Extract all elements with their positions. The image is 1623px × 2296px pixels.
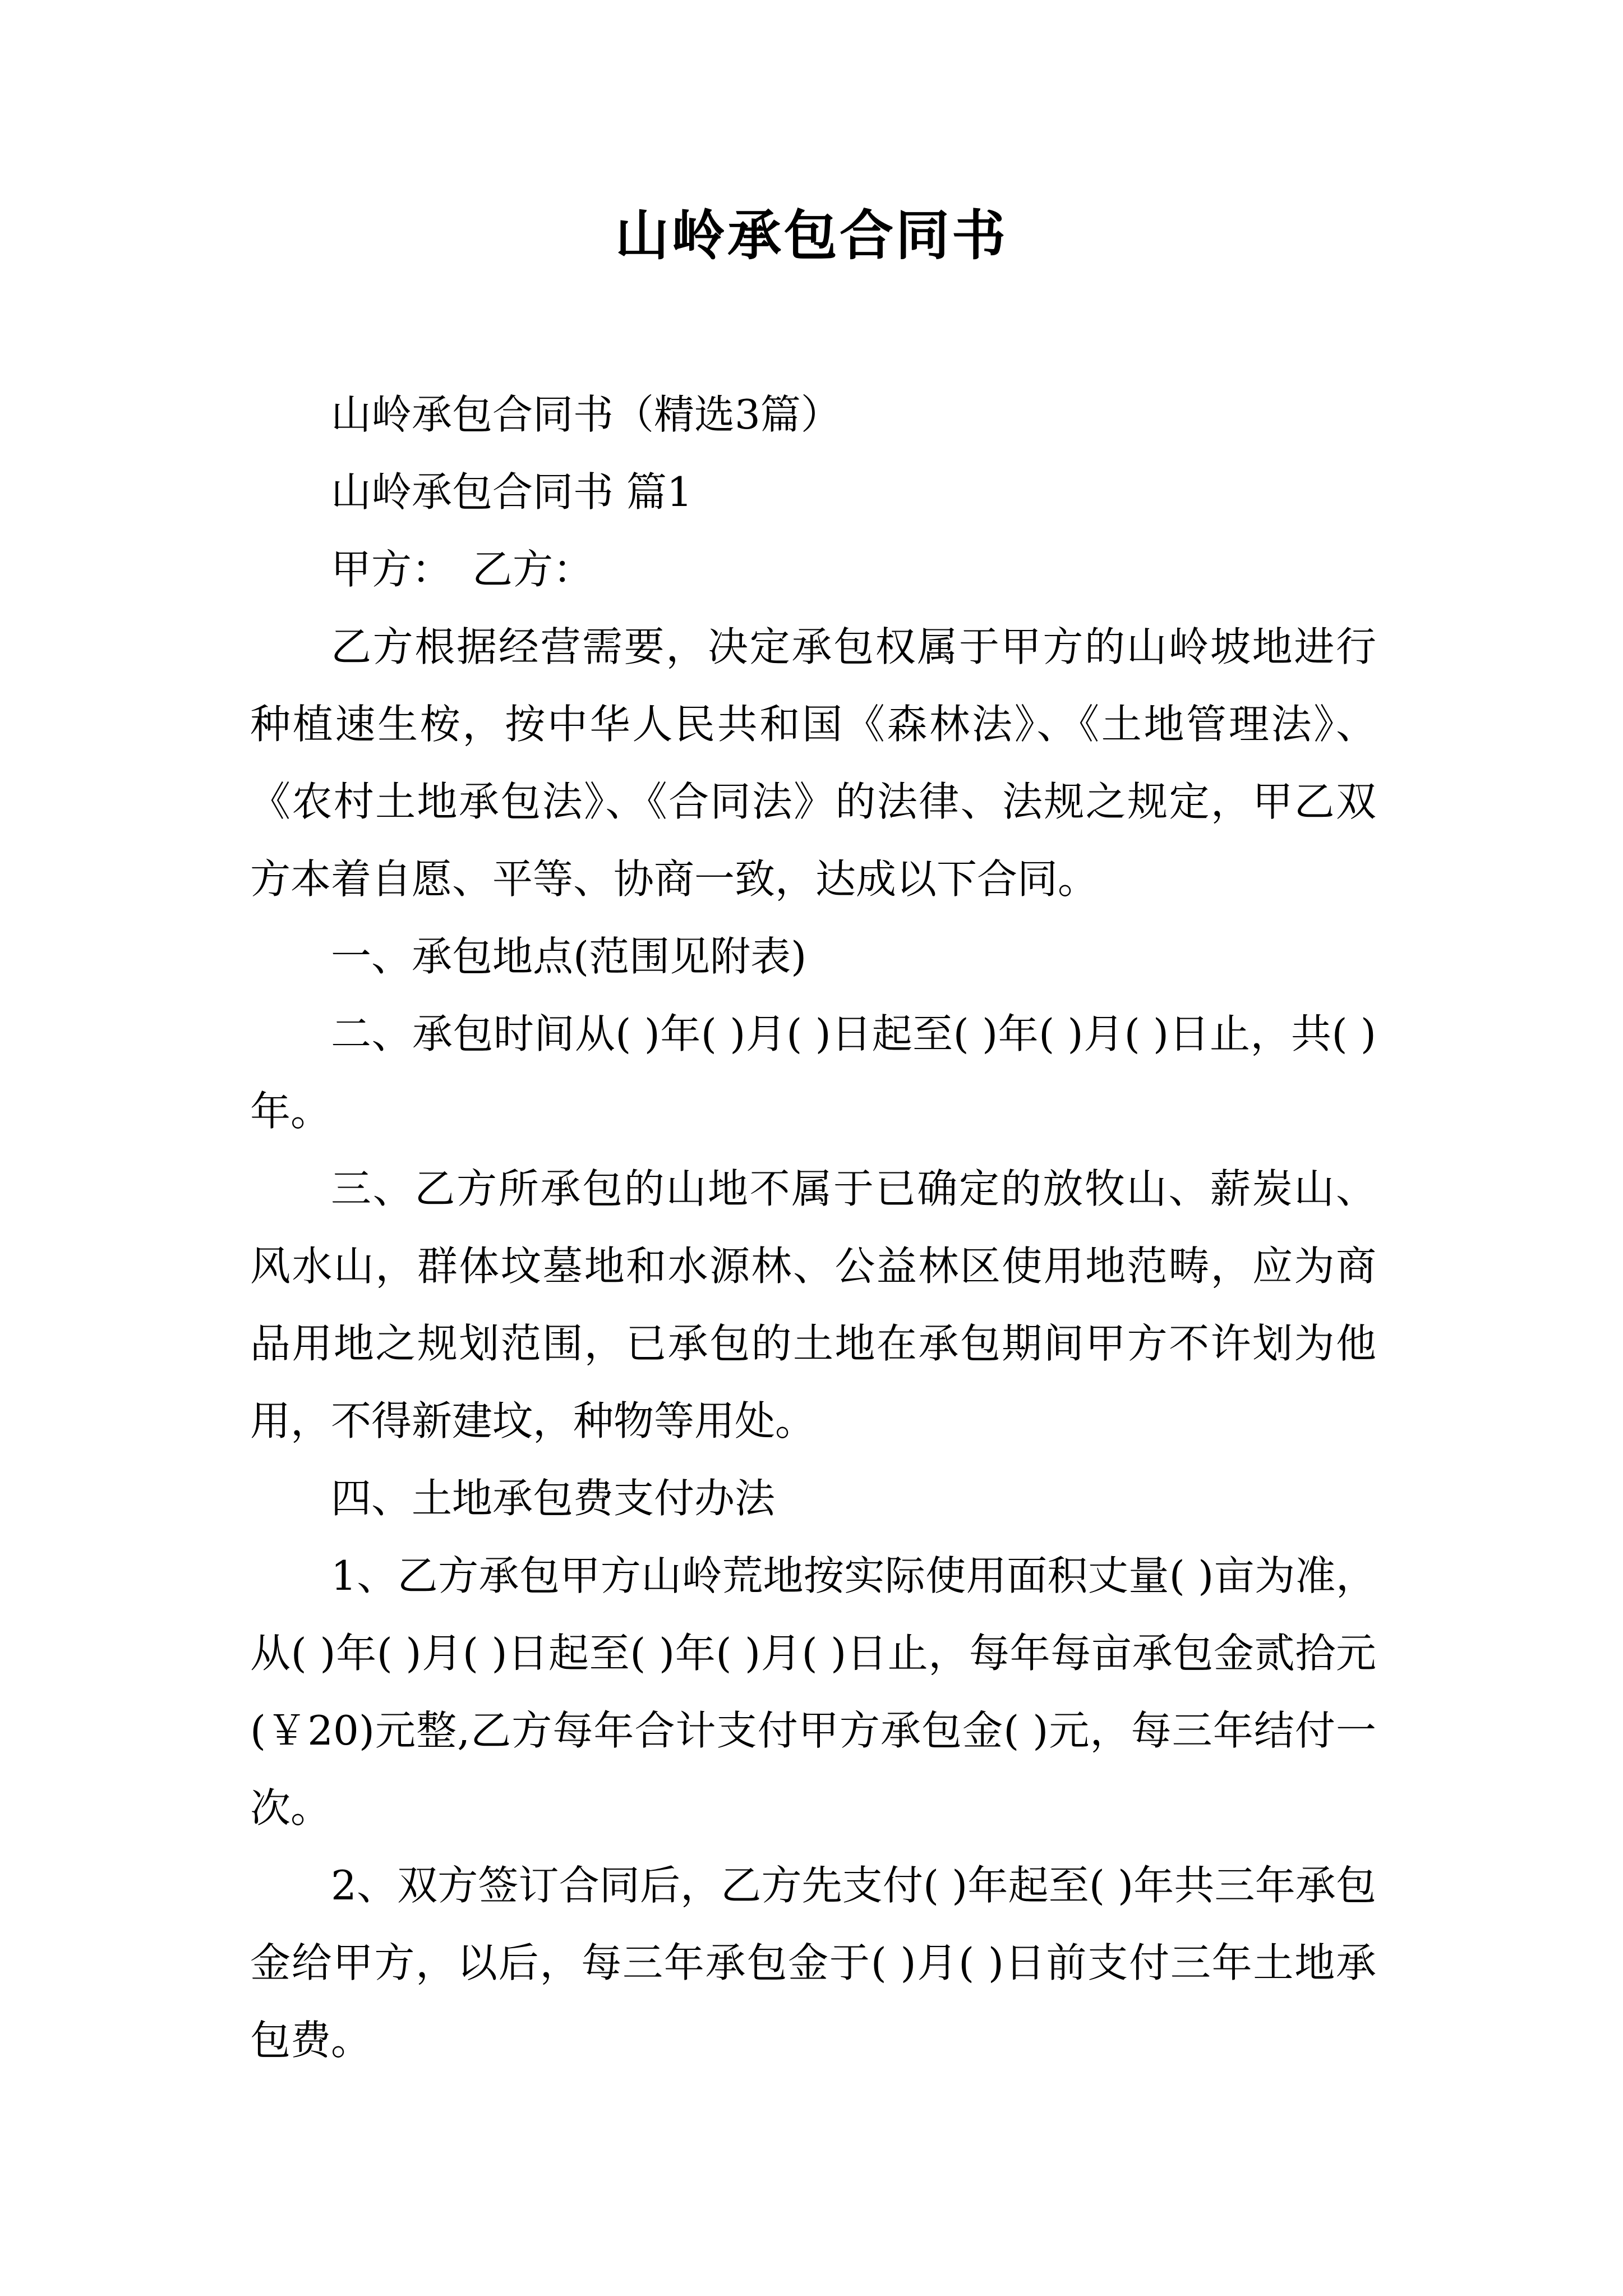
paragraph-section-heading: 山岭承包合同书 篇1 — [331, 468, 693, 516]
paragraph-clause-1: 一、承包地点(范围见附表) — [331, 933, 807, 980]
paragraph-preamble: 乙方根据经营需要，决定承包权属于甲方的山岭坡地进行种植速生桉，按中华人民共和国《森林法》、《土地管理法》、《农村土地承包法》、《合同法》的法律、法规之规定，甲乙双方本着自愿、平等、协商一致，达成以下合同。 — [250, 623, 1376, 903]
paragraph-clause-2: 二、承包时间从( )年( )月( )日起至( )年( )月( )日止，共( )年。 — [250, 1010, 1376, 1135]
paragraph-parties: 甲方： 乙方： — [331, 546, 594, 593]
paragraph-clause-3: 三、乙方所承包的山地不属于已确定的放牧山、薪炭山、风水山，群体坟墓地和水源林、公益林区使用地范畴，应为商品用地之规划范围，已承包的土地在承包期间甲方不许划为他用，不得新建坟，种物等用处。 — [250, 1165, 1376, 1444]
paragraph-clause-4-item-1: 1、乙方承包甲方山岭荒地按实际使用面积丈量( )亩为准，从( )年( )月( )日起至( )年( )月( )日止，每年每亩承包金贰拾元(￥20)元整,乙方每年合计支付甲方承包金( )元，每三年结付一次。 — [250, 1552, 1376, 1832]
paragraph-clause-4: 四、土地承包费支付办法 — [331, 1475, 776, 1522]
document-body — [250, 376, 1376, 2079]
paragraph-subtitle: 山岭承包合同书（精选3篇） — [331, 391, 841, 438]
document-title: 山岭承包合同书 — [615, 204, 1008, 267]
paragraph-clause-4-item-2: 2、双方签订合同后，乙方先支付( )年起至( )年共三年承包金给甲方，以后，每三年承包金于( )月( )日前支付三年土地承包费。 — [250, 1862, 1376, 2064]
